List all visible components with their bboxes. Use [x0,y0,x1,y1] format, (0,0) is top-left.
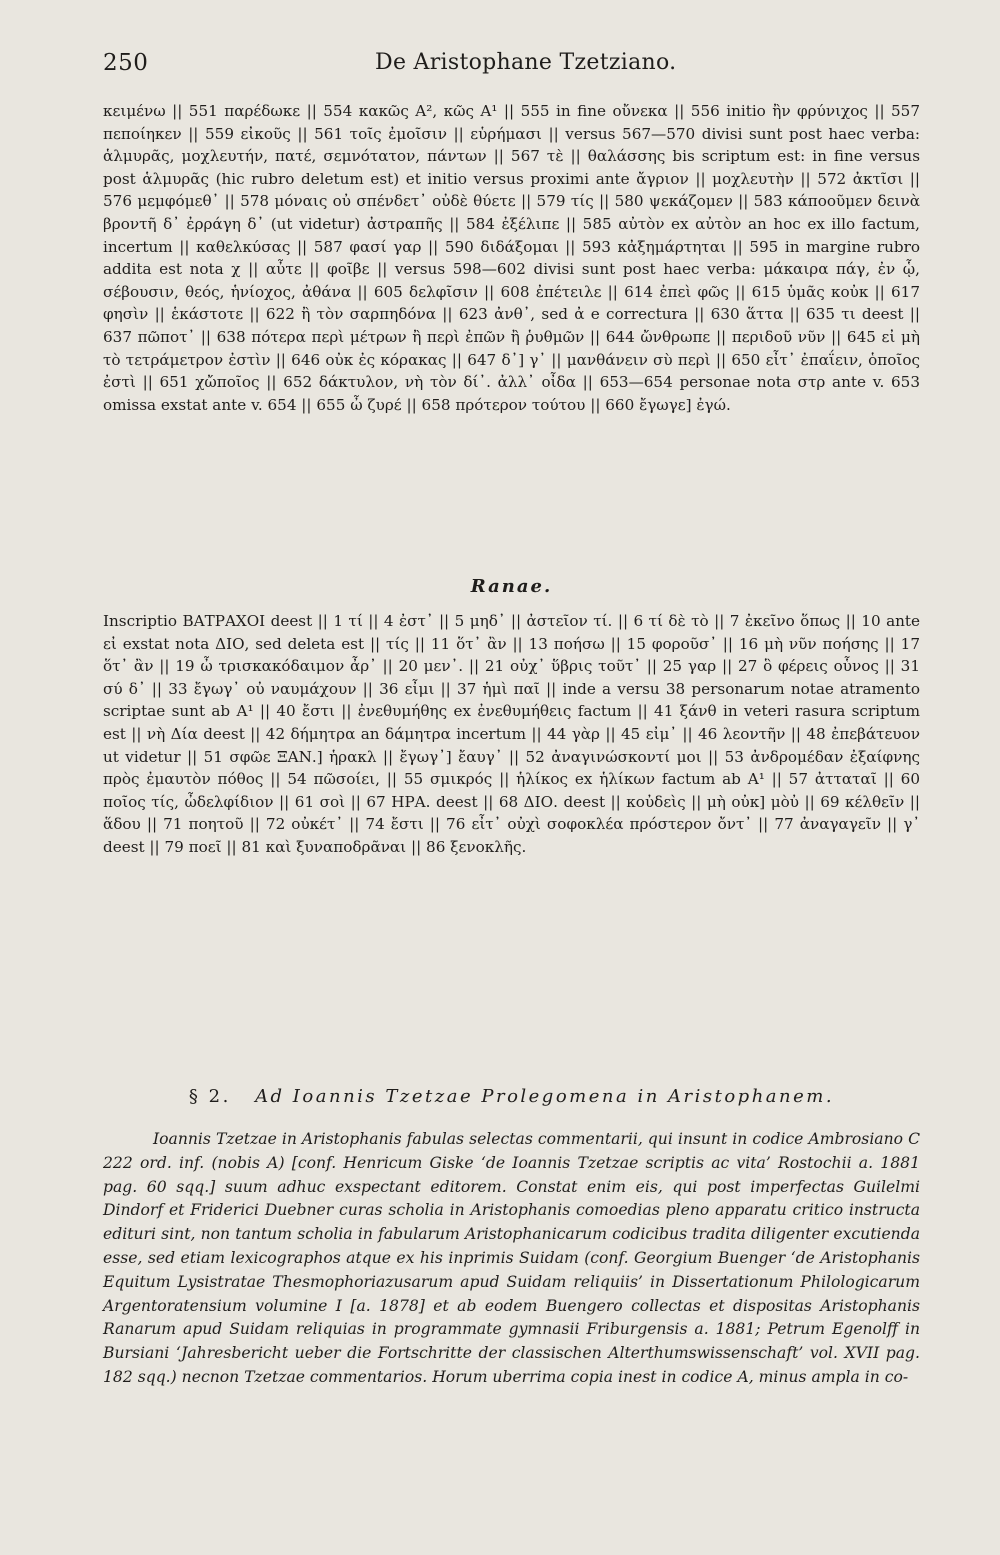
running-title: De Aristophane Tzetziano. [375,50,677,75]
section-number: § 2. [188,1086,231,1107]
page-number: 250 [103,50,149,76]
section-title [103,1086,920,1107]
apparatus-equites: κειμένω || 551 παρέδωκε || 554 κακῶς A², κῶς A¹ || 555 in fine οὔνεκα || 556 initio ἢν φρύνιχος || 557 πεποίηκεν || 559 εἰκοῦς || 561 τοῖς ἐμοῖσιν || εὑρήμασι || versus 567—570 divisi sunt post haec verba: ἁλμυρᾶς, μοχλευτήν, πατέ, σεμνότατον, πάντων || 567 τὲ || θαλάσσης bis scriptum est: in fine versus post ἁλμυρᾶς (hic rubro deletum est) et initio versus proximi ante ἄγριον || μοχλευτὴν || 572 ἀκτῖσι || 576 μεμφόμεθ᾽ || 578 μόναις οὐ σπένδετ᾽ οὐδὲ θύετε || 579 τίς || 580 ψεκάζομεν || 583 κάποοῦμεν δεινὰ βροντῆ δ᾽ ἐρράγη δ᾽ (ut videtur) ἀστραπῆς || 584 ἐξέλιπε || 585 αὐτὸν ex αὐτὸν an hoc ex illo factum, incertum || καθελκύσας || 587 φασί γαρ || 590 διδάξομαι || 593 κἀξημάρτηται || 595 in margine rubro addita est nota χ || αὖτε || φοῖβε || versus 598—602 divisi sunt post haec verba: μάκαιρα πάγ, ἐν ᾧ, σέβουσιν, θεός, ἡνίοχος, ἀθάνα || 605 δελφῖσιν || 608 ἐπέτειλε || 614 ἐπεὶ φῶς || 615 ὑμᾶς κοὐκ || 617 φησὶν || ἑκάστοτε || 622 ἢ τὸν σαρπηδόνα || 623 ἀνθ᾽, sed ἀ e correctura || 630 ἅττα || 635 τι deest || 637 πῶποτ᾽ || 638 πότερα περὶ μέτρων ἢ περὶ ἐπῶν ἢ ῥυθμῶν || 644 ὤνθρωπε || περιδοῦ νῦν || 645 εἰ μὴ τὸ τετράμετρον ἐστὶν || 646 οὐκ ἐς κόρακας || 647 δ᾽] γ᾽ || μανθάνειν σὺ περὶ || 650 εἶτ᾽ ἐπαΐειν, ὁποῖος ἐστὶ || 651 χὤποῖος || 652 δάκτυλον, νὴ τὸν δί᾽. ἀλλ᾽ οἶδα || 653—654 personae nota στρ ante v. 653 omissa exstat ante v. 654 || 655 ὦ ζυρέ || 658 πρότερον τούτου || 660 ἔγωγε] ἐγώ. [103,102,920,414]
apparatus-ranae: Inscriptio ΒΑΤΡΑΧΟΙ deest || 1 τί || 4 ἐστ᾽ || 5 μηδ᾽ || ἀστεῖον τί. || 6 τί δὲ τὸ || 7 ἐκεῖνο ὅπως || 10 ante εἰ exstat nota ΔΙΟ, sed deleta est || τίς || 11 ὅτ᾽ ἂν || 13 ποήσω || 15 φοροῦσ᾽ || 16 μὴ νῦν ποήσης || 17 ὅτ᾽ ἂν || 19 ὦ τρισκακόδαιμον ἆρ᾽ || 20 μεν᾽. || 21 οὐχ᾽ ὕβρις τοῦτ᾽ || 25 γαρ || 27 ὃ φέρεις οὗνος || 31 σύ δ᾽ || 33 ἔγωγ᾽ οὐ ναυμάχουν || 36 εἶμι || 37 ἡμὶ παῖ || inde a versu 38 personarum notae atramento scriptae sunt ab A¹ || 40 ἔστι || ἐνεθυμήθης ex ἐνεθυμήθεις factum || 41 ξάνθ in veteri rasura scriptum est || νὴ Δία deest || 42 δήμητρα an δάμητρα incertum || 44 γὰρ || 45 εἰμ᾽ || 46 λεοντῆν || 48 ἐπεβάτευον ut videtur || 51 σφῶε ΞΑΝ.] ἡρακλ || ἔγωγ᾽] ἔαυγ᾽ || 52 ἀναγινώσκοντί μοι || 53 ἀνδρομέδαν ἐξαίφνης πρὸς ἐμαυτὸν πόθος || 54 πῶσοίει, || 55 σμικρός || ἡλίκος ex ἡλίκων factum ab A¹ || 57 ἀτταταῖ || 60 ποῖος τίς, ὦδελφίδιον || 61 σοὶ || 67 ΗΡΑ. deest || 68 ΔΙΟ. deest || κοὐδεὶς || μὴ οὐκ] μὸὐ || 69 κέλθεῖν || ἅδου || 71 ποητοῦ || 72 οὐκέτ᾽ || 74 ἔστι || 76 εἶτ᾽ οὐχὶ σοφοκλέα πρόστερον ὄντ᾽ || 77 ἀναγαγεῖν || γ᾽ deest || 79 ποεῖ || 81 καὶ ξυναποδρᾶναι || 86 ξενοκλῆς. [103,612,920,856]
intro-paragraph: Ioannis Tzetzae in Aristophanis fabulas selectas commentarii, qui insunt in codice Ambrosiano C 222 ord. inf. (nobis A) [conf. Henricum Giske ‘de Ioannis Tzetzae scriptis ac vita’ Rostochii a. 1881 pag. 60 sqq.] suum adhuc exspectant editorem. Constat enim eis, qui post imperfectas Guilelmi Dindorf et Friderici Duebner curas scholia in Aristophanis comoedias pleno apparatu critico instructa edituri sint, non tantum scholia in fabularum Aristophanicarum codicibus tradita diligenter excutienda esse, sed etiam lexicographos atque ex his inprimis Suidam (conf. Georgium Buenger ‘de Aristophanis Equitum Lysistratae Thesmophoriazusarum apud Suidam reliquiis’ in Dissertationum Philologicarum Argentoratensium volumine I [a. 1878] et ab eodem Buengero collectas et dispositas Aristophanis Ranarum apud Suidam reliquias in programmate gymnasii Friburgensis a. 1881; Petrum Egenolff in Bursiani ‘Jahresbericht ueber die Fortschritte der classischen Alterthumswissenschaft’ vol. XVII pag. 182 sqq.) necnon Tzetzae commentarios. Horum uberrima copia inest in codice A, minus ampla in co- [103,1130,920,1386]
page-header [103,50,923,86]
section-heading-ranae: Ranae. [470,576,553,597]
section-title-text: Ad Ioannis Tzetzae Prolegomena in Aristophanem. [255,1086,835,1107]
